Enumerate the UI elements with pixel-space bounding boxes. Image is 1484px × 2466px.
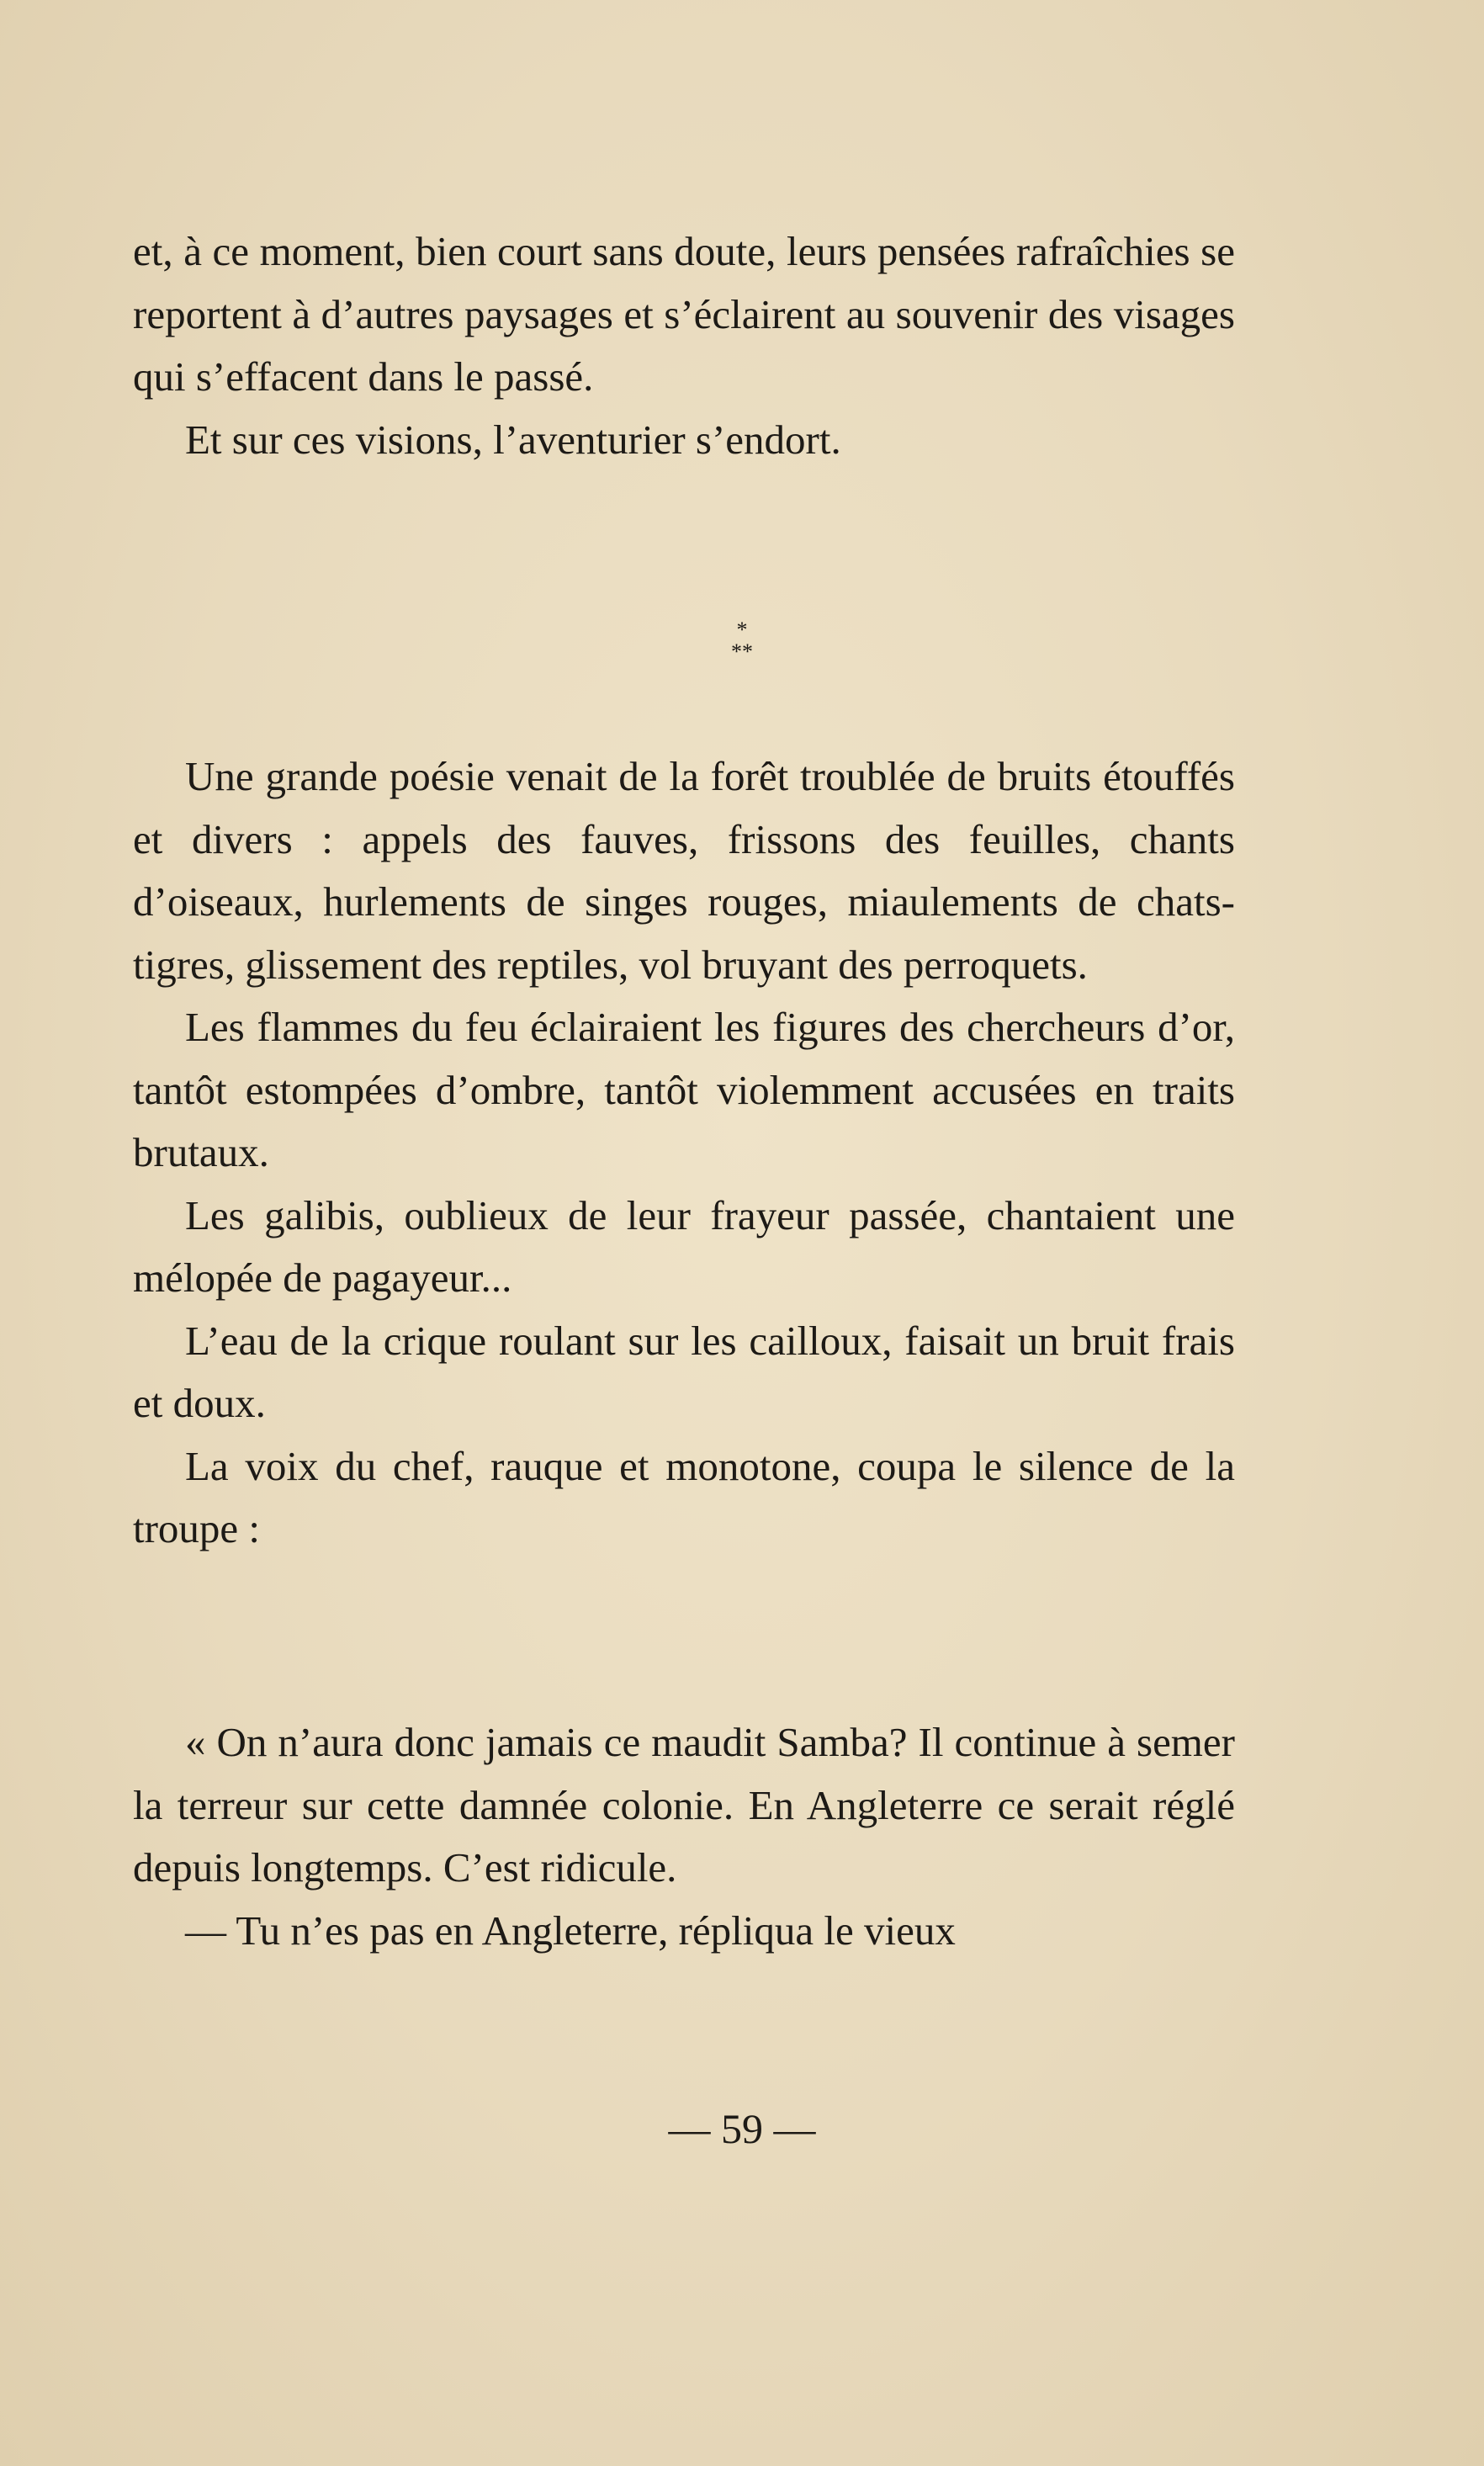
text-block-opening bbox=[133, 220, 1235, 471]
paragraph: L’eau de la crique roulant sur les cailloux, faisait un bruit frais et doux. bbox=[133, 1317, 1235, 1426]
page-number: — 59 — bbox=[668, 2105, 816, 2152]
paragraph: Une grande poésie venait de la forêt troublée de bruits étouffés et divers : appels des fauves, frissons des feuilles, chants d’oiseaux, hurlements de singes rouges, miaulements de chats-tigres, glissement des reptiles, vol bruyant des perroquets. bbox=[133, 753, 1235, 988]
asterism-bottom-stars: ** bbox=[731, 639, 753, 664]
asterism-top-star: * bbox=[736, 618, 748, 642]
paragraph: Et sur ces visions, l’aventurier s’endort. bbox=[185, 416, 841, 463]
paragraph: — Tu n’es pas en Angleterre, répliqua le vieux bbox=[185, 1907, 956, 1954]
text-block-dialogue bbox=[133, 1711, 1235, 1962]
paragraph: et, à ce moment, bien court sans doute, leurs pensées rafraîchies se reportent à d’autres paysages et s’éclairent au souvenir des visages qui s’effacent dans le passé. bbox=[133, 228, 1235, 400]
paragraph: « On n’aura donc jamais ce maudit Samba? Il continue à semer la terreur sur cette damnée colonie. En Angleterre ce serait réglé depuis longtemps. C’est ridicule. bbox=[133, 1719, 1235, 1891]
paragraph: Les galibis, oublieux de leur frayeur passée, chantaient une mélopée de pagayeur... bbox=[133, 1191, 1235, 1301]
paragraph: Les flammes du feu éclairaient les figures des chercheurs d’or, tantôt estompées d’ombre, tantôt violemment accusées en traits brutaux. bbox=[133, 1004, 1235, 1175]
asterism-section-break bbox=[0, 619, 1484, 663]
paragraph: La voix du chef, rauque et monotone, coupa le silence de la troupe : bbox=[133, 1442, 1235, 1551]
text-block-forest bbox=[133, 745, 1235, 1561]
